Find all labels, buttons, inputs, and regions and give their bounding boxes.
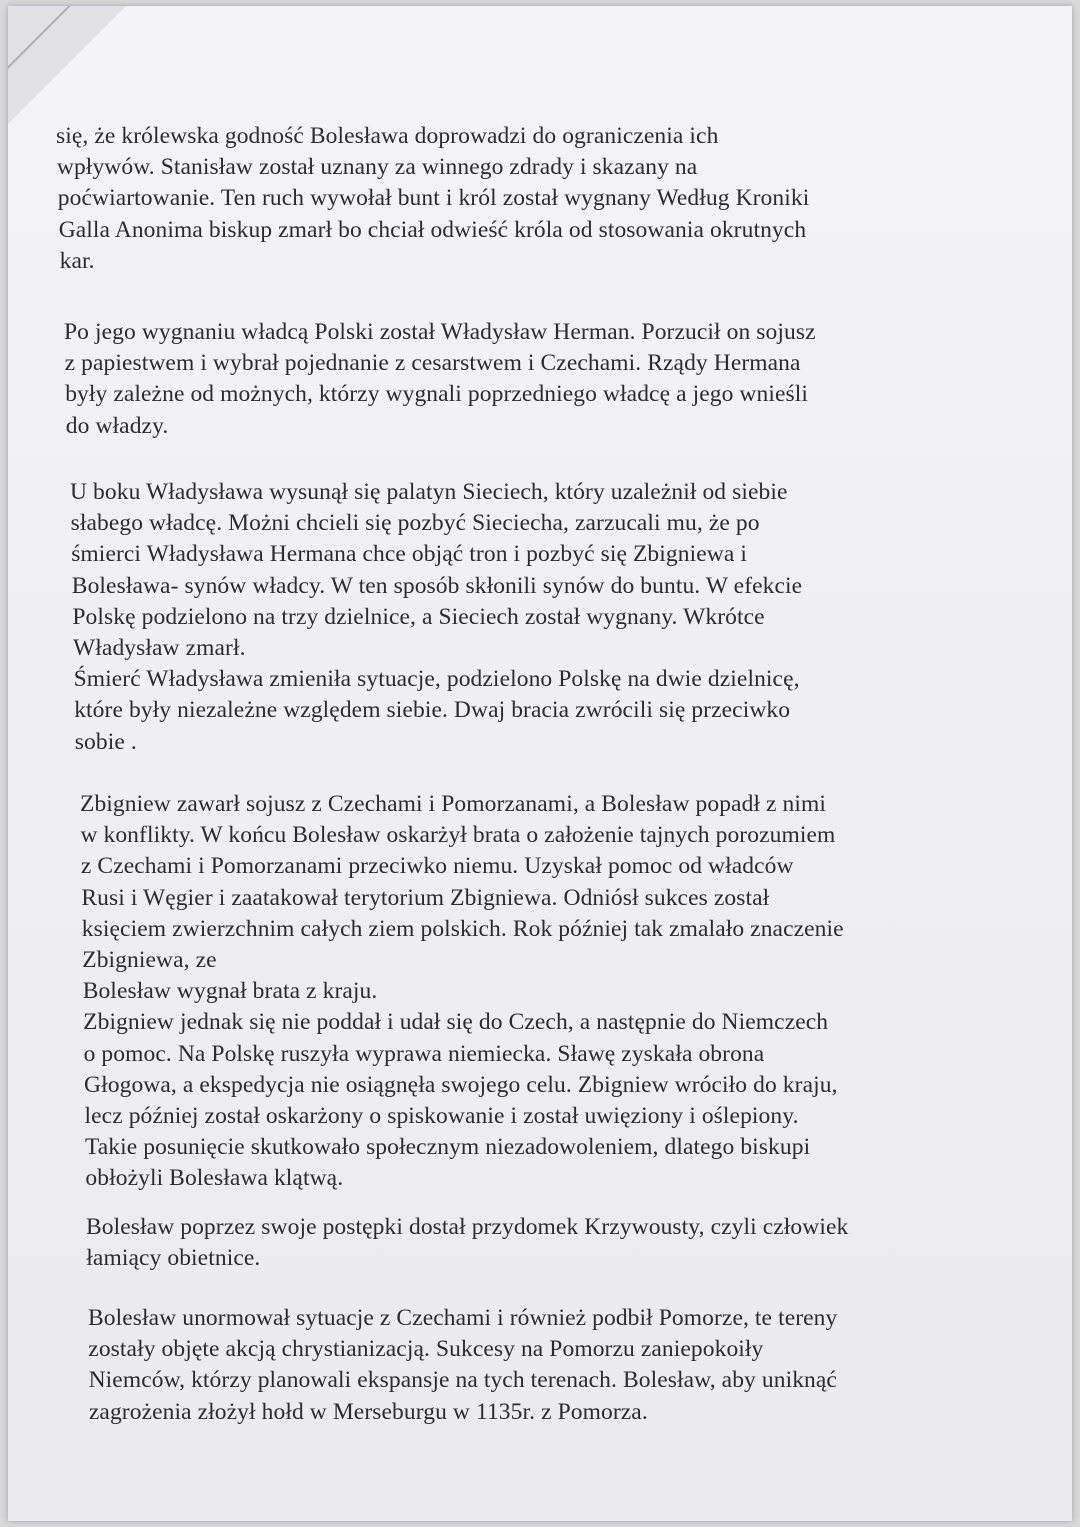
text-line: Galla Anonima biskup zmarł bo chciał odwieść króla od stosowania okrutnych	[58, 216, 807, 243]
text-line: Śmierć Władysława zmieniła sytuacje, podzielono Polskę na dwie dzielnicę,	[73, 666, 800, 693]
text-line: poćwiartowanie. Ten ruch wywołał bunt i król został wygnany Według Kroniki	[57, 185, 810, 212]
text-line: które były niezależne względem siebie. Dwaj bracia zwrócili się przeciwko	[74, 697, 791, 724]
text-line: Bolesław wygnał brata z kraju.	[82, 978, 378, 1005]
text-line: Bolesława- synów władcy. W ten sposób skłonili synów do buntu. W efekcie	[71, 572, 803, 599]
text-line: Głogowa, a ekspedycja nie osiągnęła swojego celu. Zbigniew wróciło do kraju,	[84, 1071, 838, 1098]
text-line: Bolesław poprzez swoje postępki dostał przydomek Krzywousty, czyli człowiek	[86, 1214, 849, 1240]
text-line: zagrożenia złożył hołd w Merseburgu w 1135r. z Pomorza.	[88, 1398, 648, 1425]
text-line: słabego władcę. Możni chcieli się pozbyć Sieciecha, zarzucali mu, że po	[70, 510, 760, 537]
text-line: U boku Władysława wysunął się palatyn Sieciech, który uzależnił od siebie	[70, 479, 788, 505]
text-line: Rusi i Węgier i zaatakował terytorium Zbigniewa. Odniósł sukces został	[81, 884, 770, 911]
text-line: księciem zwierzchnim całych ziem polskich. Rok później tak zmalało znaczenie	[81, 915, 844, 942]
text-line: sobie .	[74, 728, 137, 755]
text-line: do władzy.	[65, 412, 169, 439]
text-line: Takie posunięcie skutkowało społecznym niezadowoleniem, dlatego biskupi	[84, 1134, 811, 1161]
document-body	[8, 6, 1072, 1521]
text-line: Bolesław unormował sytuacje z Czechami i również podbił Pomorze, te tereny	[88, 1305, 838, 1331]
text-line: w konflikty. W końcu Bolesław oskarżył brata o założenie tajnych porozumiem	[80, 822, 836, 849]
text-line: łamiący obietnice.	[86, 1245, 261, 1272]
text-line: Władysław zmarł.	[73, 635, 246, 661]
text-line: o pomoc. Na Polskę ruszyła wyprawa niemiecka. Sławę zyskała obrona	[83, 1040, 765, 1067]
text-line: Niemców, którzy planowali ekspansje na tych terenach. Bolesław, aby uniknąć	[88, 1367, 837, 1394]
text-line: śmierci Władysława Hermana chce objąć tron i pozbyć się Zbigniewa i	[71, 541, 747, 568]
text-line: zostały objęte akcją chrystianizacją. Sukcesy na Pomorzu zaniepokoiły	[88, 1336, 764, 1363]
text-line: wpływów. Stanisław został uznany za winnego zdrady i skazany na	[56, 154, 698, 181]
text-line: obłożyli Bolesława klątwą.	[85, 1165, 344, 1192]
text-line: z Czechami i Pomorzanami przeciwko niemu. Uzyskał pomoc od władców	[80, 853, 794, 880]
text-line: z papiestwem i wybrał pojednanie z cesarstwem i Czechami. Rządy Hermana	[64, 350, 801, 377]
text-line: lecz później został oskarżony o spiskowanie i został uwięziony i oślepiony.	[84, 1103, 799, 1129]
document-page	[8, 6, 1072, 1521]
text-line: Zbigniew jednak się nie poddał i udał się do Czech, a następnie do Niemczech	[83, 1009, 829, 1036]
text-line: Zbigniewa, ze	[82, 947, 217, 973]
text-line: były zależne od możnych, którzy wygnali poprzedniego władcę a jego wnieśli	[65, 381, 809, 408]
text-line: Zbigniew zawarł sojusz z Czechami i Pomorzanami, a Bolesław popadł z nimi	[80, 791, 827, 817]
text-line: Po jego wygnaniu władcą Polski został Władysław Herman. Porzucił on sojusz	[64, 319, 816, 345]
text-line: kar.	[59, 247, 95, 274]
text-line: Polskę podzielono na trzy dzielnice, a Sieciech został wygnany. Wkrótce	[72, 603, 765, 630]
text-line: się, że królewska godność Bolesława doprowadzi do ograniczenia ich	[56, 123, 719, 149]
